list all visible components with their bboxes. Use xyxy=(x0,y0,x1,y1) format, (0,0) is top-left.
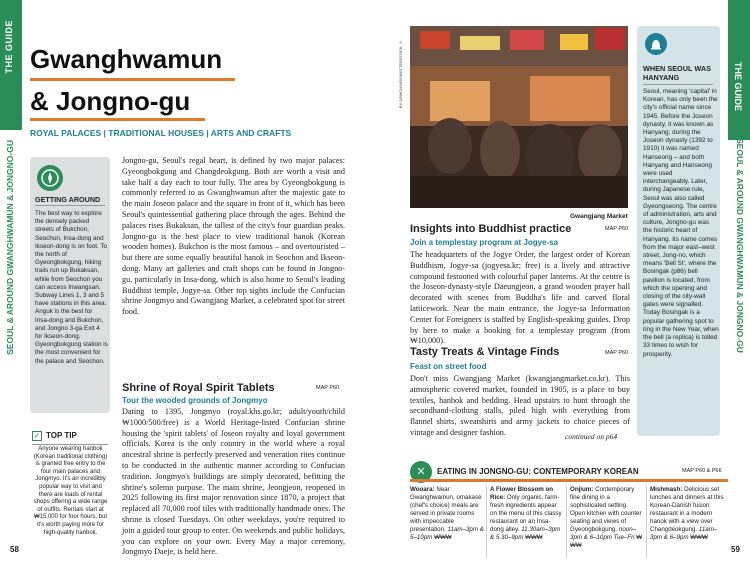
title-underline xyxy=(30,78,235,81)
right-guide-label: THE GUIDE xyxy=(733,62,743,112)
tasty-map-ref: MAP P60 xyxy=(605,350,629,356)
column-divider xyxy=(646,486,647,558)
eating-item-text: Delicious set lunches and dinners at this Korean-Danish fusion restaurant in a modern hanok with a view over Changdeokgung. xyxy=(650,486,724,533)
page-number-left: 58 xyxy=(10,545,19,554)
getting-around-heading: GETTING AROUND xyxy=(35,195,101,204)
page-title-line1: Gwanghwamun xyxy=(30,44,223,74)
eating-item-name: A Flower Blossom on Rice: xyxy=(490,486,554,501)
eating-item xyxy=(410,486,484,542)
photo-credit: BY ARMCHAIR/SHUTTERSTOCK © xyxy=(398,40,403,109)
compass-icon xyxy=(37,165,63,191)
eating-bar xyxy=(410,479,728,482)
eating-item-hours: 11.30am–3pm & 5.30–9pm xyxy=(490,526,561,541)
category-list: ROYAL PALACES | TRADITIONAL HOUSES | ARTS AND CRAFTS xyxy=(30,128,292,138)
eating-item xyxy=(490,486,564,542)
eating-item-text: Only organic, farm-fresh ingredients appear on the menu of this classy restaurant on an Insa-dong alley. xyxy=(490,494,562,533)
shrine-subheading: Tour the wooded grounds of Jongmyo xyxy=(122,396,268,405)
divider xyxy=(35,205,105,206)
eating-item-name: Mishmash: xyxy=(650,486,683,493)
tasty-subheading: Feast on street food xyxy=(410,362,487,371)
eating-item-price: ₩₩₩ xyxy=(525,534,543,541)
divider xyxy=(32,444,108,445)
eating-item-price: ₩₩₩ xyxy=(570,534,643,549)
buddhist-text: The headquarters of the Jogye Order, the largest order of Korean Buddhism, Jogye-sa (jogyesa.kr; free) is a lively and attractive compound festooned with colourful paper lanterns. At the centre is the Joseon-dynasty-style Daeungjeon, a grand wooden prayer hall decorated with scenes from Buddha's life and carved floral latticework. Near the main entrance, the Jogye-sa Information Center for Foreigners is staffed by English-speaking guides. Drop by here to make a booking for a templestay program (from ₩10,000). xyxy=(410,250,630,346)
eating-item xyxy=(650,486,724,542)
cutlery-icon: ✕ xyxy=(410,461,432,483)
getting-around-text: The best way to explore the densely packed streets of Bukchon, Seochon, Insa-dong and Ikseon-dong is on foot. To the north of Gyeongbokgung, hiking trails run up Bukaksan, while from Seochon you can access Inwangsan. Subway Lines 1, 3 and 5 have stations in this area. Anguk is the best for Insa-dong and Bukchon, and Jongno 3-ga Exit 4 for Ikseon-dong. Gyeongbokgung station is the most convenient for the palace and Seochon. xyxy=(35,210,108,365)
buddhist-heading: Insights into Buddhist practice xyxy=(410,223,572,235)
photo-caption: Gwangjang Market xyxy=(570,213,628,220)
buddhist-subheading: Join a templestay program at Jogye-sa xyxy=(410,238,559,247)
eating-item-text: Near Gwanghwamun, omakase (chef's choice) meals are served in private rooms with impeccable presentation. xyxy=(410,486,482,533)
left-section-label: SEOUL & AROUND GWANGHWAMUN & JONGNO-GU xyxy=(5,140,15,355)
when-seoul-text: Seoul, meaning 'capital' in Korean, has only been the city's official name since 1945. Before the Joseon dynasty, it was known as Hanyang; during the Joseon dynasty (1392 to 1910) it was named Hanseong – and both Hanyang and Hanseong were used interchangeably. Later, during Japanese rule, Seoul was also called Gyeongseong. The centre of administration, arts and culture, Jongno-gu was the historic heart of Hanyang. Its name comes from the major east–west street, Jong-no, which means 'Bell St', where the Bosingak (p86) bell pavilion is located, from which the opening and closing of the city-wall gates were signalled. Today Bosingak is a popular gathering spot to ring in the New Year, when the bell (a replica) is tolled 33 times to wish for prosperity. xyxy=(643,88,719,358)
divider xyxy=(643,84,713,85)
eating-item-text: Contemporary fine dining in a sophisticated setting. Open kitchen with counter seating and views of Gyeongbokgung. xyxy=(570,486,642,533)
tasty-text: Don't miss Gwangjang Market (kwangjangmarket.co.kr). This atmospheric covered market, founded in 1905, is a place to buy textiles, hanbok and bedding. Head upstairs to hunt through the secondhand-clothing stalls, piled high with everything from flannel shirts, sweatshirts and army jackets to choice pieces of vintage and designer fashion. xyxy=(410,374,630,437)
top-tip-heading: TOP TIP xyxy=(46,431,77,440)
eating-item xyxy=(570,486,644,550)
shrine-text: Dating to 1395, Jongmyo (royal.khs.go.kr; adult/youth/child ₩1000/500/free) is a World Heritage-listed Confucian shrine housing the 'spirit tablets' of Joseon royalty and loyal government officials. Korea is the only country in the world where a royal ancestral shrine is perfectly preserved and veneration rites continue to be conducted in the authentic manner according to Confucian tradition. Jongmyo's buildings are simply decorated, befitting the shrine's solemn purpose. The main shrine, Jeongjeon, reopened in 2025 following its first major renovation since 1870, a project that replaced all 70,000 roof tiles with traditionally handmade ones. The shrine is closed Tuesdays. On other weekdays, you're required to join a guided tour group to enter. On weekends and public holidays, you can explore on your own. Every May a major ceremony, Jongmyo Daeje, is held here. xyxy=(122,407,345,557)
page-title-line2: & Jongno-gu xyxy=(30,86,191,116)
when-seoul-heading: WHEN SEOUL WAS HANYANG xyxy=(643,64,711,82)
continued-note: continued on p64 xyxy=(565,432,618,441)
eating-item-price: ₩₩₩ xyxy=(690,534,708,541)
eating-item-hours: 11am–3pm & 5–10pm xyxy=(410,526,484,541)
shrine-heading: Shrine of Royal Spirit Tablets xyxy=(122,382,275,394)
page-number-right: 59 xyxy=(731,545,740,554)
intro-text: Jongno-gu, Seoul's regal heart, is defined by two major palaces: Gyeongbokgung and Changdeokgung. Both are worth a visit and take half a day each to tour fully. The area by Gyeongbokgung is commonly referred to as Gwanghwamun after the majestic gate to the main Joseon palace and the square in front of it, which has been Seoul's quintessential gathering place through the ages. Behind the palaces rises Bukaksan, the tallest of the city's four guardian peaks. Jongno-gu is the best place to view traditional hanok (Korean wooden homes). Bukchon is the most famous – and overtouristed – but there are some equally beautiful hanok in Seochon and Ikseon-dong. Many art galleries and craft shops can be found in Jongno-gu, particularly in Insa-dong, which is also home to Seoul's leading Buddhist temple, Jogye-sa. Other top sights include the Confucian shrine Jongmyo and Gwangjang Market, a celebrated spot for street food. xyxy=(122,156,345,317)
eating-item-price: ₩₩₩ xyxy=(434,534,452,541)
shrine-map-ref: MAP P60 xyxy=(316,385,340,391)
column-divider xyxy=(486,486,487,558)
eating-item-hours: 11am–3pm & 6–9pm xyxy=(650,526,718,541)
bell-icon xyxy=(645,33,667,55)
checkmark-icon: ✓ xyxy=(33,431,41,440)
page-title xyxy=(30,42,222,76)
eating-item-hours: noon–3pm & 6–10pm Tue–Fri xyxy=(570,526,637,541)
buddhist-map-ref: MAP P60 xyxy=(605,226,629,232)
top-tip-text: Anyone wearing hanbok (Korean traditional clothing) is granted free entry to the four main palaces and Jongmyo. It's an incredibly popular way to visit and there are loads of rental shops offering a wide range of outfits. Rentals start at ₩15,000 for four hours, but it's worth paying more for high-quality hanbok. xyxy=(33,446,108,536)
eating-heading: EATING IN JONGNO-GU: CONTEMPORARY KOREAN xyxy=(437,467,639,476)
eating-item-name: Onjium: xyxy=(570,486,594,493)
market-photo xyxy=(410,26,628,208)
column-divider xyxy=(566,486,567,558)
left-guide-label: THE GUIDE xyxy=(4,20,14,74)
eating-item-name: Wooara: xyxy=(410,486,435,493)
title-underline xyxy=(30,118,205,121)
tasty-heading: Tasty Treats & Vintage Finds xyxy=(410,346,560,358)
right-section-label: SEOUL & AROUND GWANGHWAMUN & JONGNO-GU xyxy=(735,138,745,353)
eating-map-ref: MAP P60 & P66 xyxy=(682,468,722,474)
